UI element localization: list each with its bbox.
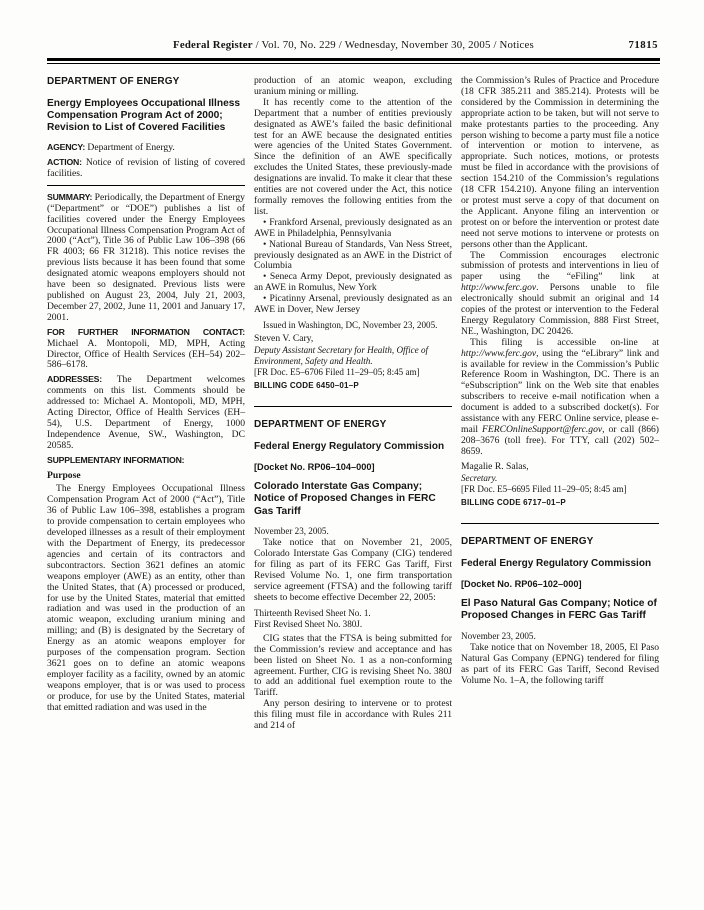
body-paragraph: The Energy Employees Occupational Illness Compensation Program Act of 2000 (“Act”), Title 36 of Public Law 106–398, establishes a program to provide compensation to certain employees who developed illnesses as a result of their employment with the Department of Energy, its predecessor agencies and certain of its contractors and subcontractors. Section 3621 defines an atomic weapons employer (AWE) as an entity, other than the United States, that (A) processed or produced, for use by the United States, material that emitted radiation and was used in the production of an atomic weapon, excluding uranium mining and milling; and (B) is designated by the Secretary of Energy as an atomic weapons employer for purposes of the compensation program. Section 3621 goes on to define an atomic weapons employer facility as a facility, owned by an atomic weapons employer, that is or was used to process or produce, for use by the United States, material that emitted radiation and was used in the: [47, 483, 245, 713]
addresses-paragraph: ADDRESSES: The Department welcomes comments on this list. Comments should be addressed to: Michael A. Montopoli, MD, MPH, Acting Director, Office of Health Services (EH–54), U.S. Department of Energy, 1000 Independence Avenue, SW., Washington, DC 20585.: [47, 374, 246, 451]
running-head: [47, 39, 660, 52]
action-line: ACTION: Notice of revision of listing of covered facilities.: [47, 157, 245, 179]
body-paragraph: Take notice that on November 21, 2005, Colorado Interstate Gas Company (CIG) tendered for filing as part of its FERC Gas Tariff, First Revised Volume No. 1, one firm transportation service agreement (FTSA) and the following tariff sheets to become effective December 22, 2005:: [254, 537, 452, 603]
docket-number: [Docket No. RP06–102–000]: [461, 578, 582, 589]
body-paragraph: CIG states that the FTSA is being submitted for the Commission’s review and acceptance and has been listed on Sheet No. 1 as a non-conforming agreement. Further, CIG is revising Sheet No. 380J to add an additional fuel exemption route to the Tariff.: [254, 632, 452, 699]
body-paragraph: The Commission encourages electronic submission of protests and interventions in lieu of paper using the “eFiling” link at http://www.ferc.gov. Persons unable to file electronically should submit an original and 14 copies of the protest or intervention to the Federal Energy Regulatory Commission, 888 First Street, NE., Washington, DC 20426.: [461, 249, 659, 337]
notice-title: Energy Employees Occupational Illness Compensation Program Act of 2000; Revision to List of Covered Facilities: [47, 97, 241, 133]
bullet-item: • Picatinny Arsenal, previously designated as an AWE in Dover, New Jersey: [254, 293, 452, 316]
column-layout: [47, 76, 660, 732]
field-label: ACTION:: [47, 157, 82, 168]
column: [47, 76, 245, 732]
italic-text: http://www.ferc.gov: [461, 347, 537, 359]
bullet-item: • National Bureau of Standards, Van Ness Street, previously designated as an AWE in the District of Columbia: [254, 238, 452, 272]
journal-name: Federal Register: [173, 39, 253, 51]
fr-doc-line: [FR Doc. E5–6706 Filed 11–29–05; 8:45 am]: [254, 367, 420, 378]
field-label: SUPPLEMENTARY INFORMATION:: [47, 454, 185, 465]
bullet-item: • Frankford Arsenal, previously designated as an AWE in Philadelphia, Pennsylvania: [254, 216, 452, 239]
contact-paragraph: FOR FURTHER INFORMATION CONTACT: Michael A. Montopoli, MD, MPH, Acting Director, Office of Health Services (EH–54) 202–586–6178.: [47, 326, 245, 371]
agency-heading: Federal Energy Regulatory Commission: [461, 557, 652, 569]
field-label: AGENCY:: [47, 142, 86, 153]
tariff-sheet-line: Thirteenth Revised Sheet No. 1.: [254, 607, 371, 618]
purpose-heading: Purpose: [47, 469, 81, 481]
column: [461, 76, 659, 732]
field-label: SUMMARY:: [47, 191, 93, 202]
summary-paragraph: SUMMARY: Periodically, the Department of Energy (“Department” or “DOE”) publishes a list of facilities covered under the Energy Employees Occupational Illness Compensation Program Act of 2000 (“Act”), Title 36 of Public Law 106–398 (66 FR 4003; 66 FR 31218). This notice revises the previous lists because it has been found that some designated atomic weapons employers should not have been so designated. Previous lists were published on August 23, 2004, July 21, 2003, December 27, 2002, June 11, 2001 and January 17, 2001.: [47, 191, 245, 323]
page-number: 71815: [628, 39, 658, 51]
column: [254, 76, 452, 732]
body-paragraph: Take notice that on November 18, 2005, El Paso Natural Gas Company (EPNG) tendered for filing as part of its FERC Gas Tariff, Second Revised Volume No. 1–A, the following tariff: [461, 641, 659, 686]
italic-text: FERCOnlineSupport@ferc.gov: [482, 424, 603, 435]
agency-line: AGENCY: Department of Energy.: [47, 142, 175, 154]
agency-heading: Federal Energy Regulatory Commission: [254, 440, 445, 452]
department-heading: DEPARTMENT OF ENERGY: [254, 419, 387, 431]
signatory-name: Magalie R. Salas,: [461, 460, 529, 472]
header-rule-thick: [47, 58, 660, 61]
body-paragraph-continued: the Commission’s Rules of Practice and Procedure (18 CFR 385.211 and 385.214). Protests will be considered by the Commission in determining the appropriate action to be taken, but will not serve to make protestants parties to the proceeding. Any person wishing to become a party must file a notice of intervention or motion to intervene, as appropriate. Such notices, motions, or protests must be filed in accordance with the provisions of section 154.210 of the Commission’s regulations (18 CFR 154.210). Anyone filing an intervention or protest must serve a copy of that document on the Applicant. Anyone filing an intervention or protest on or before the intervention or protest date need not serve motions to intervene or protests on persons other than the Applicant.: [461, 75, 659, 250]
notice-divider: [461, 523, 659, 524]
date-line: November 23, 2005.: [254, 525, 329, 536]
body-paragraph-continued: production of an atomic weapon, excluding uranium mining or milling.: [254, 75, 452, 97]
italic-text: http://www.ferc.gov: [461, 282, 537, 294]
department-heading: DEPARTMENT OF ENERGY: [461, 536, 594, 548]
tariff-sheet-line: First Revised Sheet No. 380J.: [254, 619, 363, 630]
body-paragraph: This filing is accessible on-line at http://www.ferc.gov, using the “eLibrary” link and is available for review in the Commission’s Public Reference Room in Washington, DC. There is an “eSubscription” link on the Web site that enables subscribers to receive e-mail notification when a document is added to a subscribed docket(s). For assistance with any FERC Online service, please e-mail FERCOnlineSupport@ferc.gov, or call (866) 208–3676 (toll free). For TTY, call (202) 502–8659.: [461, 336, 660, 457]
billing-code: BILLING CODE 6450–01–P: [254, 381, 359, 391]
body-paragraph: Any person desiring to intervene or to protest this filing must file in accordance with Rules 211 and 214 of: [254, 698, 452, 732]
header-rule-thin: [47, 63, 660, 64]
docket-number: [Docket No. RP06–104–000]: [254, 461, 375, 472]
notice-title: El Paso Natural Gas Company; Notice of Proposed Changes in FERC Gas Tariff: [461, 598, 657, 622]
bullet-item: • Seneca Army Depot, previously designated as an AWE in Romulus, New York: [254, 271, 452, 294]
fr-doc-line: [FR Doc. E5–6695 Filed 11–29–05; 8:45 am]: [461, 484, 627, 495]
preamble-rule: [47, 185, 245, 186]
signatory-name: Steven V. Cary,: [254, 333, 314, 345]
department-heading: DEPARTMENT OF ENERGY: [47, 76, 180, 87]
signatory-title: Secretary.: [461, 472, 498, 483]
supplementary-label: [47, 455, 245, 467]
billing-code: BILLING CODE 6717–01–P: [461, 498, 566, 508]
page-header: [47, 39, 660, 53]
signatory-title: Deputy Assistant Secretary for Health, Office of Environment, Safety and Health.: [254, 345, 429, 366]
field-label: FOR FURTHER INFORMATION CONTACT:: [47, 326, 245, 337]
body-paragraph: It has recently come to the attention of the Department that a number of entities previously designated as AWE’s failed the basic definitional test for an AWE because the designated entities were agencies of the United States Government. Since the definition of an AWE specifically excludes the United States, these previously-made designations are invalid. To make it clear that these entities are not covered under the Act, this notice formally removes the following entities from the list.: [254, 96, 452, 217]
field-label: ADDRESSES:: [47, 374, 102, 385]
date-line: November 23, 2005.: [461, 630, 536, 641]
notice-title: Colorado Interstate Gas Company; Notice of Proposed Changes in FERC Gas Tariff: [254, 481, 436, 517]
issue-info: / Vol. 70, No. 229 / Wednesday, November 30, 2005 / Notices: [252, 39, 534, 51]
notice-divider: [254, 406, 452, 407]
issued-line: Issued in Washington, DC, November 23, 2005.: [263, 319, 438, 330]
